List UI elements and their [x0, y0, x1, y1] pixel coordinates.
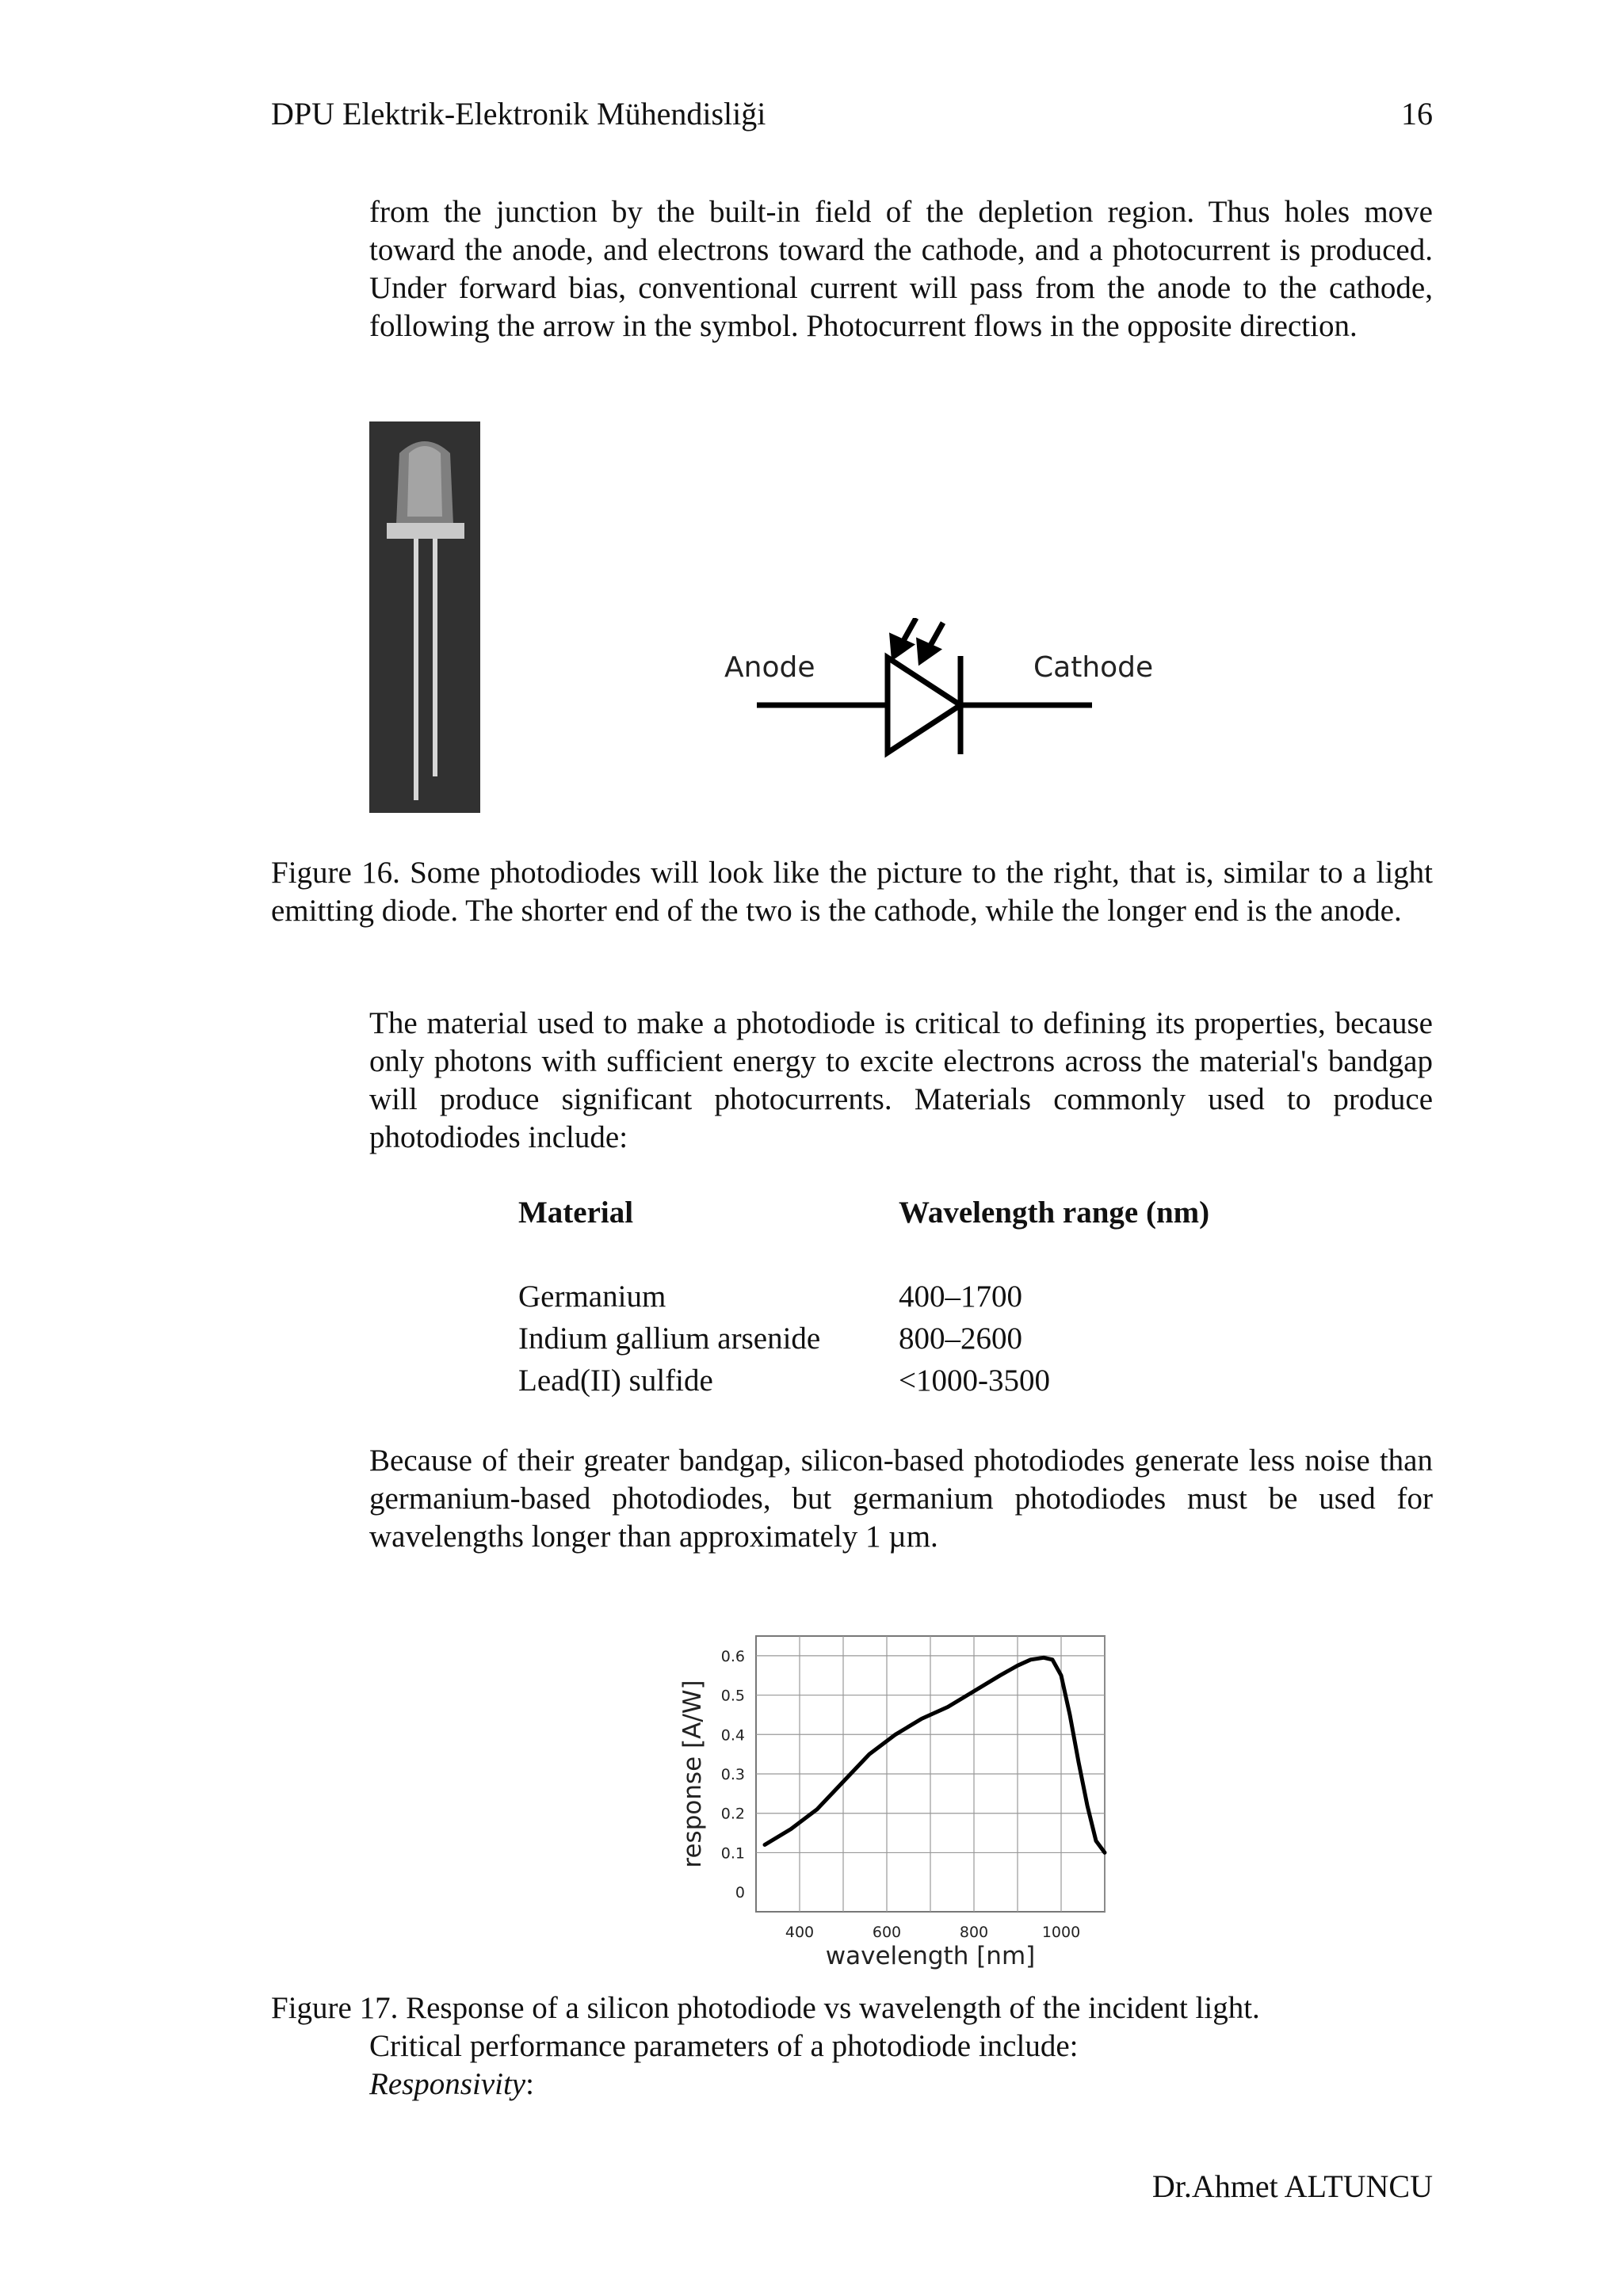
anode-label: Anode	[724, 651, 815, 684]
y-tick-label: 0.3	[720, 1766, 745, 1783]
table-cell: Germanium	[518, 1280, 666, 1314]
response-chart	[674, 1624, 1117, 1977]
x-tick-label: 1000	[1041, 1924, 1081, 1941]
table-row	[518, 1276, 1209, 1318]
cathode-label: Cathode	[1033, 651, 1154, 684]
table-row	[518, 1318, 1209, 1360]
materials-table	[518, 1195, 1209, 1402]
photodiode-photo	[369, 421, 480, 813]
diode-triangle	[888, 658, 960, 753]
y-tick-label: 0.6	[720, 1647, 745, 1665]
bandgap-paragraph: Because of their greater bandgap, silicon-based photodiodes generate less noise than germanium-based photodiodes, but germanium photodiodes must be used for wavelengths longer than approximately 1 µm.	[369, 1444, 1433, 1554]
light-arrows-icon	[892, 618, 943, 661]
header-title: DPU Elektrik-Elektronik Mühendisliği	[271, 96, 766, 132]
table-cell: 400–1700	[899, 1280, 1022, 1314]
table-header-wavelength: Wavelength range (nm)	[899, 1196, 1210, 1230]
y-tick-label: 0	[735, 1884, 745, 1902]
x-tick-label: 800	[959, 1924, 989, 1941]
table-row	[518, 1360, 1209, 1402]
y-tick-label: 0.2	[720, 1805, 745, 1823]
table-header-material: Material	[518, 1196, 634, 1230]
x-tick-label: 600	[872, 1924, 902, 1941]
responsivity-heading	[369, 2066, 534, 2102]
responsivity-colon: :	[525, 2067, 534, 2101]
figure17-caption: Figure 17. Response of a silicon photodiode vs wavelength of the incident light.	[271, 1991, 1260, 2025]
table-cell: Indium gallium arsenide	[518, 1322, 821, 1356]
y-tick-label: 0.5	[720, 1687, 745, 1705]
table-cell: <1000-3500	[899, 1363, 1050, 1398]
x-tick-label: 400	[785, 1924, 815, 1941]
y-tick-label: 0.4	[720, 1726, 745, 1745]
figure16-caption: Figure 16. Some photodiodes will look like the picture to the right, that is, similar to a light emitting diode. The shorter end of the two is the cathode, while the longer end is the anode.	[271, 856, 1433, 928]
y-tick-label: 0.1	[720, 1844, 745, 1863]
x-axis-label: wavelength [nm]	[825, 1942, 1036, 1970]
photodiode-symbol	[713, 618, 1173, 761]
critical-parameters-text: Critical performance parameters of a photodiode include:	[369, 2029, 1079, 2063]
table-cell: Lead(II) sulfide	[518, 1363, 713, 1398]
responsivity-label: Responsivity	[369, 2067, 526, 2101]
table-cell: 800–2600	[899, 1322, 1022, 1356]
footer-author: Dr.Ahmet ALTUNCU	[1151, 2168, 1433, 2204]
page-number: 16	[1401, 96, 1433, 132]
intro-paragraph: from the junction by the built-in field of the depletion region. Thus holes move toward the anode, and electrons toward the cathode, and a photocurrent is produced. Under forward bias, conventional current will pass from the anode to the cathode, following the arrow in the symbol. Photocurrent flows in the opposite direction.	[369, 195, 1433, 343]
y-axis-label: response [A/W]	[678, 1680, 707, 1868]
materials-paragraph: The material used to make a photodiode is critical to defining its properties, because only photons with sufficient energy to excite electrons across the material's bandgap will produce significant photocurrents. Materials commonly used to produce photodiodes include:	[369, 1006, 1433, 1154]
